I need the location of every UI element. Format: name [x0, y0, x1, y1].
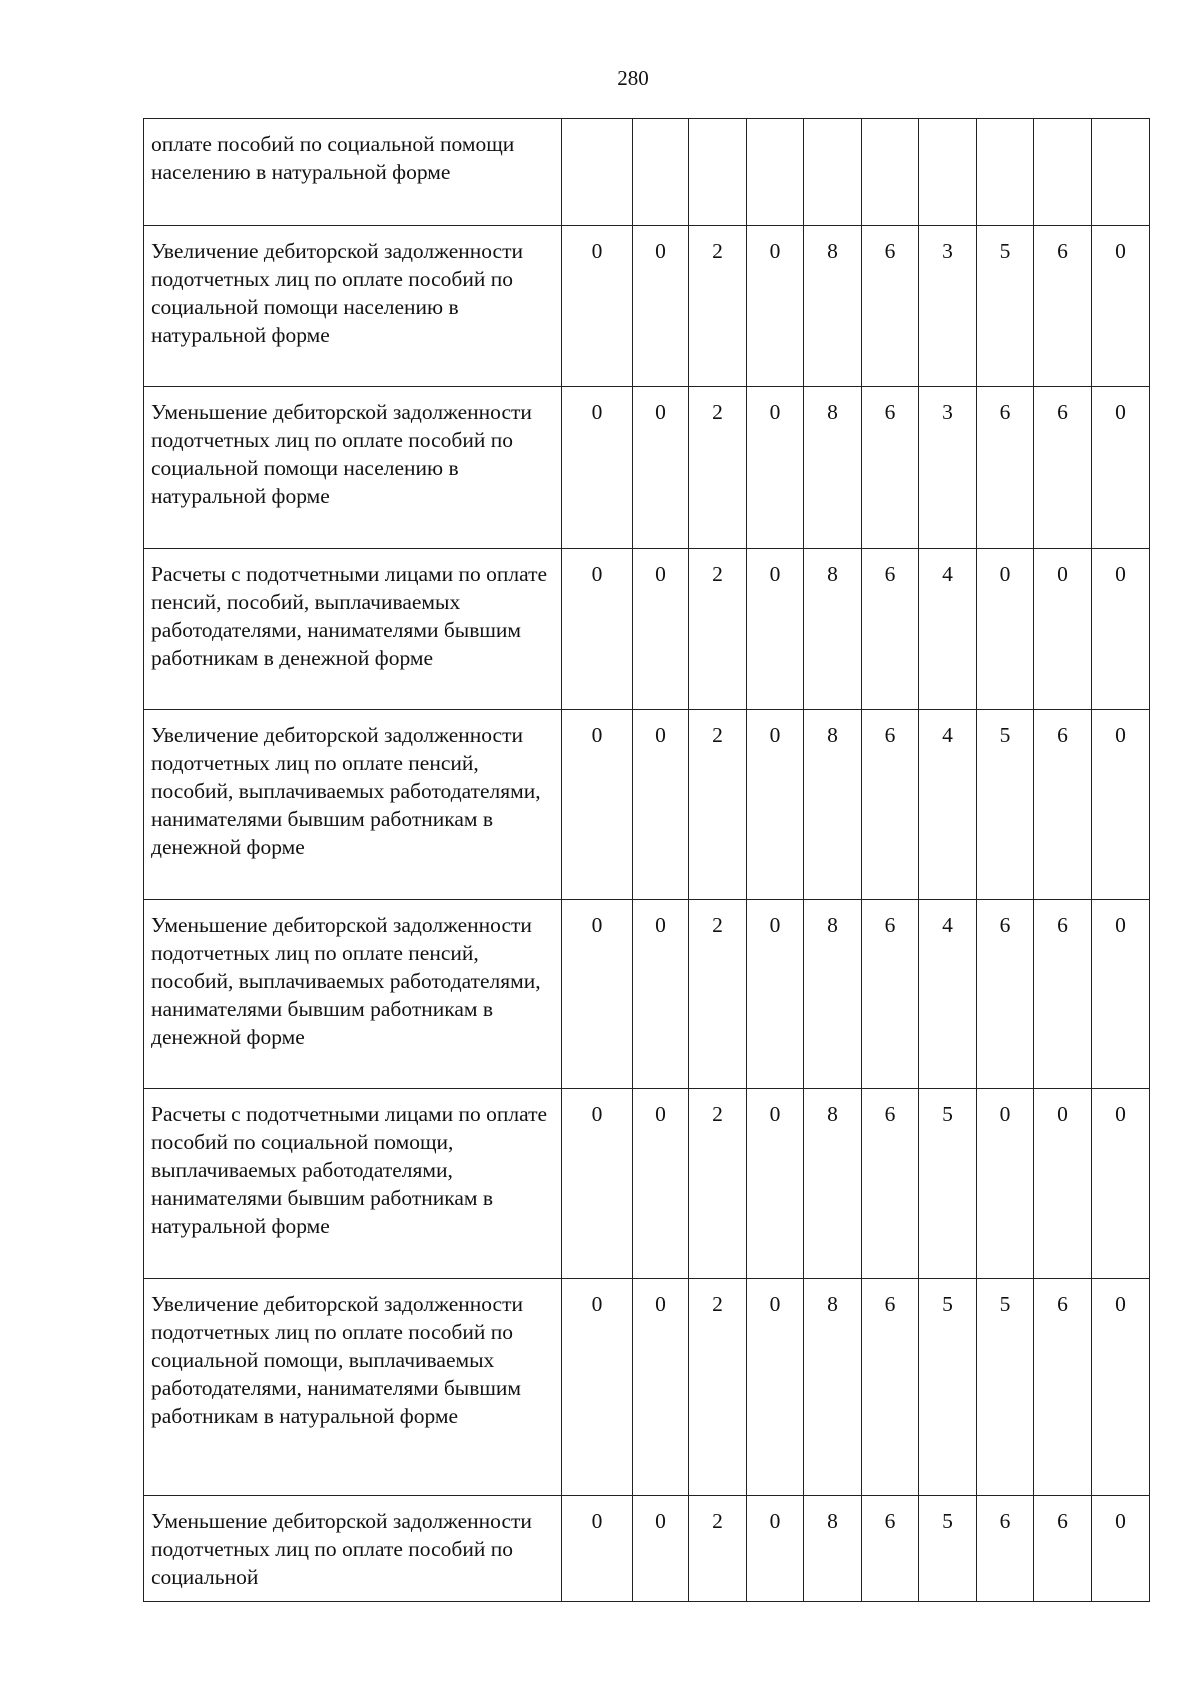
row-description: Расчеты с подотчетными лицами по оплате пособий по социальной помощи, выплачиваемых работодателями, нанимателями бывшим работникам в натуральной форме — [144, 1089, 562, 1279]
table-row — [144, 1496, 1150, 1602]
code-digit: 8 — [804, 387, 862, 549]
code-digit: 6 — [862, 226, 919, 387]
code-digit: 3 — [919, 226, 977, 387]
row-description: Уменьшение дебиторской задолженности подотчетных лиц по оплате пособий по социальной — [144, 1496, 562, 1602]
table-row — [144, 119, 1150, 226]
row-description: Уменьшение дебиторской задолженности подотчетных лиц по оплате пособий по социальной помощи населению в натуральной форме — [144, 387, 562, 549]
code-digit: 4 — [919, 549, 977, 710]
code-digit: 0 — [562, 1279, 633, 1496]
code-digit: 6 — [862, 1089, 919, 1279]
code-digit: 8 — [804, 549, 862, 710]
code-digit: 0 — [747, 1279, 804, 1496]
code-digit: 2 — [689, 226, 747, 387]
code-digit: 0 — [1092, 900, 1150, 1089]
code-digit: 6 — [862, 900, 919, 1089]
code-digit: 0 — [1092, 226, 1150, 387]
code-digit: 0 — [562, 710, 633, 900]
table-row — [144, 710, 1150, 900]
code-digit: 2 — [689, 710, 747, 900]
code-digit — [633, 119, 689, 226]
code-digit: 0 — [1092, 1496, 1150, 1602]
code-digit: 0 — [562, 387, 633, 549]
code-digit: 5 — [919, 1496, 977, 1602]
code-digit: 2 — [689, 1496, 747, 1602]
code-digit: 4 — [919, 900, 977, 1089]
code-digit: 6 — [862, 387, 919, 549]
row-description: Расчеты с подотчетными лицами по оплате пенсий, пособий, выплачиваемых работодателями, нанимателями бывшим работникам в денежной форме — [144, 549, 562, 710]
table-row — [144, 226, 1150, 387]
account-codes-table — [143, 118, 1150, 1602]
code-digit: 0 — [562, 226, 633, 387]
code-digit: 6 — [862, 1496, 919, 1602]
code-digit: 8 — [804, 1089, 862, 1279]
code-digit: 2 — [689, 1089, 747, 1279]
code-digit: 6 — [862, 1279, 919, 1496]
code-digit: 0 — [1034, 1089, 1092, 1279]
code-digit: 0 — [977, 1089, 1034, 1279]
table-row — [144, 900, 1150, 1089]
row-description: Увеличение дебиторской задолженности подотчетных лиц по оплате пособий по социальной помощи, выплачиваемых работодателями, нанимателями бывшим работникам в натуральной форме — [144, 1279, 562, 1496]
code-digit: 2 — [689, 900, 747, 1089]
row-description: оплате пособий по социальной помощи населению в натуральной форме — [144, 119, 562, 226]
code-digit — [919, 119, 977, 226]
code-digit: 8 — [804, 900, 862, 1089]
code-digit: 0 — [747, 900, 804, 1089]
code-digit: 5 — [977, 710, 1034, 900]
code-digit: 0 — [1092, 549, 1150, 710]
code-digit: 0 — [562, 549, 633, 710]
table-row — [144, 387, 1150, 549]
code-digit: 0 — [633, 710, 689, 900]
code-digit: 3 — [919, 387, 977, 549]
code-digit: 2 — [689, 387, 747, 549]
code-digit: 0 — [1092, 710, 1150, 900]
code-digit: 0 — [747, 387, 804, 549]
code-digit: 0 — [633, 1089, 689, 1279]
code-digit: 2 — [689, 549, 747, 710]
code-digit: 0 — [633, 900, 689, 1089]
code-digit: 0 — [747, 710, 804, 900]
code-digit: 6 — [862, 710, 919, 900]
table-row — [144, 1089, 1150, 1279]
table-row — [144, 1279, 1150, 1496]
code-digit: 6 — [977, 1496, 1034, 1602]
code-digit: 0 — [747, 226, 804, 387]
code-digit — [804, 119, 862, 226]
code-digit: 0 — [633, 226, 689, 387]
code-digit: 2 — [689, 1279, 747, 1496]
code-digit: 8 — [804, 1279, 862, 1496]
code-digit — [1034, 119, 1092, 226]
code-digit: 0 — [562, 1089, 633, 1279]
code-digit — [862, 119, 919, 226]
code-digit: 5 — [919, 1279, 977, 1496]
code-digit: 6 — [1034, 1279, 1092, 1496]
code-digit: 0 — [633, 1279, 689, 1496]
code-digit: 6 — [977, 900, 1034, 1089]
code-digit: 0 — [633, 387, 689, 549]
code-digit: 6 — [1034, 710, 1092, 900]
code-digit: 0 — [1092, 387, 1150, 549]
row-description: Увеличение дебиторской задолженности подотчетных лиц по оплате пенсий, пособий, выплачиваемых работодателями, нанимателями бывшим работникам в денежной форме — [144, 710, 562, 900]
code-digit — [977, 119, 1034, 226]
code-digit: 0 — [1092, 1089, 1150, 1279]
code-digit: 6 — [1034, 387, 1092, 549]
row-description: Увеличение дебиторской задолженности подотчетных лиц по оплате пособий по социальной помощи населению в натуральной форме — [144, 226, 562, 387]
code-digit: 6 — [862, 549, 919, 710]
code-digit: 8 — [804, 226, 862, 387]
code-digit: 0 — [747, 549, 804, 710]
code-digit: 0 — [633, 549, 689, 710]
code-digit: 0 — [562, 900, 633, 1089]
code-digit: 5 — [977, 1279, 1034, 1496]
code-digit: 6 — [977, 387, 1034, 549]
code-digit: 0 — [977, 549, 1034, 710]
code-digit: 6 — [1034, 900, 1092, 1089]
page-number: 280 — [617, 66, 649, 90]
code-digit: 8 — [804, 710, 862, 900]
code-digit: 4 — [919, 710, 977, 900]
code-digit: 0 — [747, 1496, 804, 1602]
code-digit: 6 — [1034, 1496, 1092, 1602]
code-digit: 0 — [1034, 549, 1092, 710]
code-digit: 0 — [633, 1496, 689, 1602]
code-digit: 0 — [747, 1089, 804, 1279]
code-digit: 5 — [977, 226, 1034, 387]
code-digit — [562, 119, 633, 226]
table-row — [144, 549, 1150, 710]
code-digit — [1092, 119, 1150, 226]
code-digit: 0 — [562, 1496, 633, 1602]
code-digit — [747, 119, 804, 226]
code-digit: 6 — [1034, 226, 1092, 387]
code-digit: 8 — [804, 1496, 862, 1602]
row-description: Уменьшение дебиторской задолженности подотчетных лиц по оплате пенсий, пособий, выплачиваемых работодателями, нанимателями бывшим работникам в денежной форме — [144, 900, 562, 1089]
code-digit: 0 — [1092, 1279, 1150, 1496]
code-digit: 5 — [919, 1089, 977, 1279]
code-digit — [689, 119, 747, 226]
